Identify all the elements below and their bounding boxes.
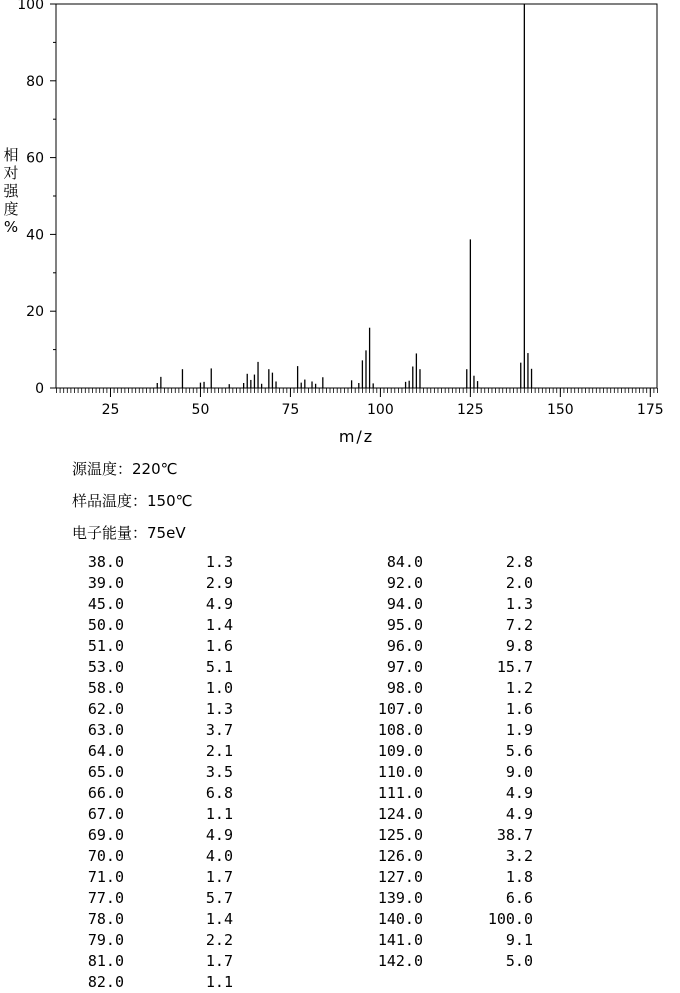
mz-cell: 50.0 [87,616,124,634]
intensity-cell: 2.1 [205,742,233,760]
x-tick-label: 25 [101,402,120,418]
mz-cell: 81.0 [87,952,124,970]
mz-cell: 95.0 [386,616,423,634]
table-row [0,741,680,762]
table-row [0,762,680,783]
mz-cell: 45.0 [87,595,124,613]
intensity-cell: 1.4 [205,910,233,928]
mz-cell: 108.0 [377,721,423,739]
x-tick-label: 175 [636,402,664,418]
intensity-cell: 4.9 [205,595,233,613]
intensity-cell: 4.9 [205,826,233,844]
mz-cell: 78.0 [87,910,124,928]
mz-cell: 67.0 [87,805,124,823]
table-row [0,636,680,657]
intensity-cell: 1.7 [205,868,233,886]
condition-value: 150℃ [147,492,193,510]
mz-cell: 71.0 [87,868,124,886]
intensity-cell: 5.1 [205,658,233,676]
y-tick-label: 40 [26,227,44,244]
mass-spectrum-chart [0,0,680,450]
intensity-cell: 4.0 [205,847,233,865]
intensity-cell: 9.8 [505,637,533,655]
mz-cell: 127.0 [377,868,423,886]
intensity-cell: 6.6 [505,889,533,907]
intensity-cell: 9.1 [505,931,533,949]
intensity-cell: 1.9 [505,721,533,739]
table-row [0,678,680,699]
intensity-cell: 7.2 [505,616,533,634]
y-tick-label: 80 [26,73,44,90]
mz-cell: 140.0 [377,910,423,928]
table-row [0,657,680,678]
condition-line [72,490,193,511]
table-row [0,783,680,804]
intensity-cell: 1.3 [505,595,533,613]
y-axis-label: 相对强度% [3,146,19,236]
mz-cell: 65.0 [87,763,124,781]
table-row [0,615,680,636]
x-tick-label: 50 [191,402,210,418]
intensity-cell: 9.0 [505,763,533,781]
mz-cell: 82.0 [87,973,124,991]
mz-cell: 39.0 [87,574,124,592]
y-tick-label: 0 [35,381,44,397]
table-row [0,888,680,909]
intensity-cell: 1.6 [205,637,233,655]
condition-value: 75eV [147,524,186,542]
y-tick-label: 60 [26,150,44,167]
table-row [0,951,680,972]
mz-cell: 53.0 [87,658,124,676]
mz-cell: 62.0 [87,700,124,718]
condition-value: 220℃ [132,460,178,478]
intensity-cell: 1.1 [205,805,233,823]
intensity-cell: 6.8 [205,784,233,802]
mz-cell: 125.0 [377,826,423,844]
table-row [0,804,680,825]
x-tick-label: 125 [456,402,484,418]
condition-line [72,522,186,543]
mz-cell: 63.0 [87,721,124,739]
intensity-cell: 1.2 [505,679,533,697]
mz-cell: 38.0 [87,553,124,571]
plot-frame [56,4,657,388]
intensity-cell: 1.1 [205,973,233,991]
intensity-cell: 1.4 [205,616,233,634]
x-tick-label: 75 [281,402,300,418]
table-row [0,972,340,993]
mz-cell: 139.0 [377,889,423,907]
intensity-cell: 1.0 [205,679,233,697]
intensity-cell: 1.6 [505,700,533,718]
condition-label: 源温度： [72,460,133,478]
intensity-cell: 2.2 [205,931,233,949]
mz-cell: 94.0 [386,595,423,613]
mz-cell: 51.0 [87,637,124,655]
intensity-cell: 5.7 [205,889,233,907]
intensity-cell: 1.7 [205,952,233,970]
table-row [0,909,680,930]
mz-cell: 107.0 [377,700,423,718]
intensity-cell: 4.9 [505,805,533,823]
mz-cell: 141.0 [377,931,423,949]
mz-cell: 124.0 [377,805,423,823]
table-row [0,552,680,573]
mz-cell: 111.0 [377,784,423,802]
condition-label: 电子能量： [72,524,148,542]
mz-cell: 96.0 [386,637,423,655]
table-row [0,720,680,741]
condition-line [72,458,178,479]
table-row [0,825,680,846]
intensity-cell: 15.7 [496,658,533,676]
mz-cell: 77.0 [87,889,124,907]
peak-table-right [0,552,680,972]
intensity-cell: 1.8 [505,868,533,886]
intensity-cell: 2.0 [505,574,533,592]
intensity-cell: 2.9 [205,574,233,592]
x-tick-label: 100 [367,402,394,418]
table-row [0,930,680,951]
table-row [0,846,680,867]
mz-cell: 92.0 [386,574,423,592]
intensity-cell: 1.3 [205,553,233,571]
x-axis-label: m/z [338,427,375,446]
intensity-cell: 5.0 [505,952,533,970]
y-tick-label: 100 [17,0,44,13]
mz-cell: 69.0 [87,826,124,844]
intensity-cell: 3.7 [205,721,233,739]
mz-cell: 84.0 [386,553,423,571]
mz-cell: 66.0 [87,784,124,802]
table-row [0,867,680,888]
intensity-cell: 4.9 [505,784,533,802]
table-row [0,573,680,594]
intensity-cell: 100.0 [487,910,533,928]
mz-cell: 126.0 [377,847,423,865]
table-row [0,594,680,615]
intensity-cell: 38.7 [496,826,533,844]
table-row [0,699,680,720]
mz-cell: 97.0 [386,658,423,676]
intensity-cell: 1.3 [205,700,233,718]
y-tick-label: 20 [26,304,44,321]
mz-cell: 70.0 [87,847,124,865]
mz-cell: 98.0 [386,679,423,697]
mz-cell: 79.0 [87,931,124,949]
x-tick-label: 150 [546,402,574,418]
condition-label: 样品温度： [72,492,148,510]
mz-cell: 110.0 [377,763,423,781]
mz-cell: 142.0 [377,952,423,970]
intensity-cell: 3.5 [205,763,233,781]
intensity-cell: 2.8 [505,553,533,571]
mz-cell: 58.0 [87,679,124,697]
mz-cell: 64.0 [87,742,124,760]
mz-cell: 109.0 [377,742,423,760]
intensity-cell: 3.2 [505,847,533,865]
intensity-cell: 5.6 [505,742,533,760]
